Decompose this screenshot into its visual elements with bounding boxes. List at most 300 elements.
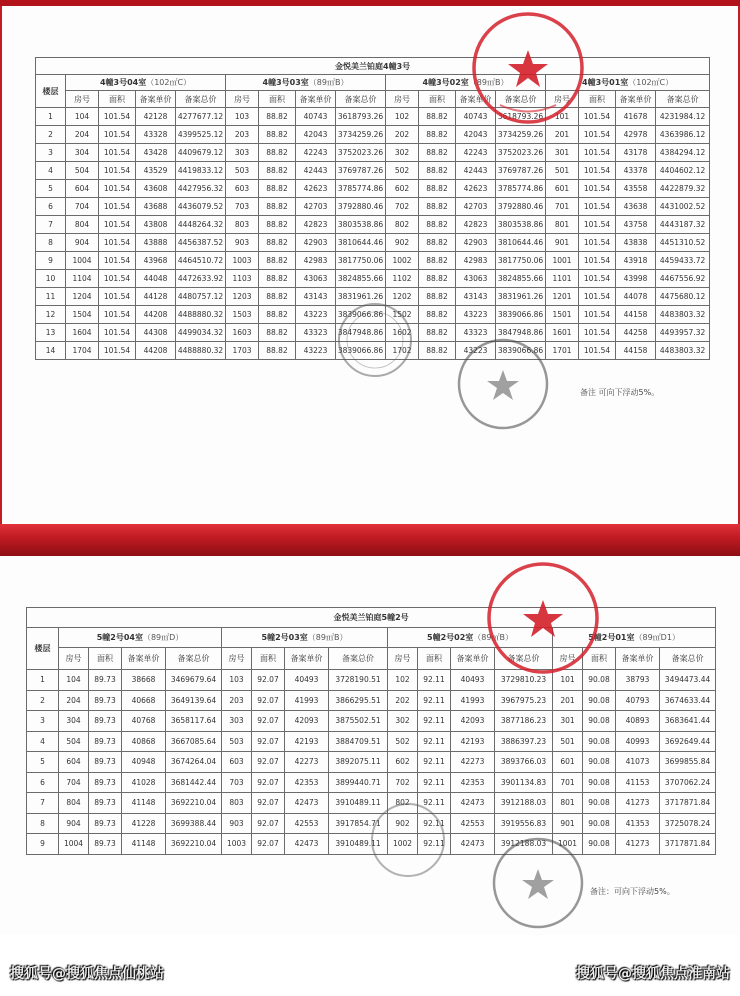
table-cell: 204 bbox=[66, 126, 99, 144]
table-cell: 42823 bbox=[456, 216, 496, 234]
floor-cell: 9 bbox=[36, 252, 66, 270]
table-cell: 1103 bbox=[226, 270, 259, 288]
table-cell: 89.73 bbox=[89, 711, 122, 732]
table-cell: 3817750.06 bbox=[336, 252, 386, 270]
table-cell: 42093 bbox=[451, 711, 495, 732]
table-cell: 3912188.03 bbox=[495, 793, 553, 814]
table-cell: 88.82 bbox=[259, 234, 296, 252]
table-cell: 103 bbox=[222, 670, 252, 691]
table-cell: 4488880.32 bbox=[176, 342, 226, 360]
unit-header bbox=[553, 628, 716, 648]
column-header: 房号 bbox=[222, 648, 252, 670]
table-cell: 3681442.44 bbox=[166, 772, 222, 793]
column-header: 面积 bbox=[419, 91, 456, 108]
table-cell: 302 bbox=[386, 144, 419, 162]
table-cell: 88.82 bbox=[419, 180, 456, 198]
column-header: 备案总价 bbox=[660, 648, 716, 670]
table-cell: 40793 bbox=[616, 690, 660, 711]
unit-header bbox=[226, 75, 386, 91]
table-row bbox=[36, 342, 710, 360]
table-cell: 1101 bbox=[546, 270, 579, 288]
table-cell: 101.54 bbox=[579, 180, 616, 198]
table-cell: 3899440.71 bbox=[329, 772, 388, 793]
table-cell: 88.82 bbox=[419, 270, 456, 288]
table-cell: 88.82 bbox=[259, 198, 296, 216]
table-row bbox=[36, 270, 710, 288]
table-cell: 1003 bbox=[226, 252, 259, 270]
table-cell: 201 bbox=[553, 690, 583, 711]
table-cell: 92.11 bbox=[418, 793, 451, 814]
table-cell: 3699388.44 bbox=[166, 813, 222, 834]
unit-name: 5幢2号02室 bbox=[427, 633, 474, 642]
table-cell: 803 bbox=[222, 793, 252, 814]
table-cell: 101.54 bbox=[579, 216, 616, 234]
table-cell: 101.54 bbox=[99, 126, 136, 144]
table-cell: 4472633.92 bbox=[176, 270, 226, 288]
column-header: 房号 bbox=[66, 91, 99, 108]
table-cell: 44308 bbox=[136, 324, 176, 342]
table-cell: 38668 bbox=[122, 670, 166, 691]
table-cell: 90.08 bbox=[583, 711, 616, 732]
table-row bbox=[36, 252, 710, 270]
table-cell: 44128 bbox=[136, 288, 176, 306]
price-table-building-4 bbox=[35, 57, 710, 360]
table-cell: 3817750.06 bbox=[496, 252, 546, 270]
table-cell: 88.82 bbox=[259, 162, 296, 180]
table-cell: 42443 bbox=[296, 162, 336, 180]
table-cell: 802 bbox=[388, 793, 418, 814]
table-row bbox=[27, 813, 716, 834]
table-cell: 43328 bbox=[136, 126, 176, 144]
table-cell: 202 bbox=[386, 126, 419, 144]
unit-header bbox=[388, 628, 553, 648]
table-cell: 42473 bbox=[451, 834, 495, 855]
table-cell: 3919556.83 bbox=[495, 813, 553, 834]
table-cell: 92.07 bbox=[252, 690, 285, 711]
table-cell: 43178 bbox=[616, 144, 656, 162]
table-cell: 501 bbox=[553, 731, 583, 752]
column-header: 房号 bbox=[553, 648, 583, 670]
table-cell: 3839066.86 bbox=[496, 342, 546, 360]
table-cell: 3792880.46 bbox=[336, 198, 386, 216]
table-cell: 902 bbox=[388, 813, 418, 834]
table-cell: 41148 bbox=[122, 834, 166, 855]
table-cell: 303 bbox=[222, 711, 252, 732]
table-cell: 101.54 bbox=[579, 324, 616, 342]
table-cell: 88.82 bbox=[259, 108, 296, 126]
table-cell: 501 bbox=[546, 162, 579, 180]
floor-cell: 8 bbox=[27, 813, 59, 834]
table-cell: 3831961.26 bbox=[336, 288, 386, 306]
column-header: 面积 bbox=[418, 648, 451, 670]
table-cell: 4409679.12 bbox=[176, 144, 226, 162]
table-cell: 43888 bbox=[136, 234, 176, 252]
table-cell: 42043 bbox=[296, 126, 336, 144]
table-cell: 3667085.64 bbox=[166, 731, 222, 752]
table-cell: 3886397.23 bbox=[495, 731, 553, 752]
floor-cell: 8 bbox=[36, 234, 66, 252]
table-cell: 40743 bbox=[296, 108, 336, 126]
table-cell: 302 bbox=[388, 711, 418, 732]
table-cell: 1503 bbox=[226, 306, 259, 324]
floor-cell: 11 bbox=[36, 288, 66, 306]
unit-area-note: （89㎡D） bbox=[142, 633, 184, 642]
table-cell: 3892075.11 bbox=[329, 752, 388, 773]
table-cell: 304 bbox=[66, 144, 99, 162]
table-cell: 101.54 bbox=[579, 198, 616, 216]
table-cell: 604 bbox=[59, 752, 89, 773]
table-cell: 42193 bbox=[451, 731, 495, 752]
table-row bbox=[36, 162, 710, 180]
table-cell: 89.73 bbox=[89, 834, 122, 855]
table-cell: 1002 bbox=[388, 834, 418, 855]
table-cell: 92.11 bbox=[418, 834, 451, 855]
table-cell: 3967975.23 bbox=[495, 690, 553, 711]
table-cell: 41993 bbox=[451, 690, 495, 711]
table-cell: 3728190.51 bbox=[329, 670, 388, 691]
column-header: 面积 bbox=[89, 648, 122, 670]
column-header: 备案总价 bbox=[166, 648, 222, 670]
table-cell: 4277677.12 bbox=[176, 108, 226, 126]
watermark-right: 搜狐号@搜狐焦点淮南站 bbox=[576, 966, 730, 982]
table-cell: 42473 bbox=[285, 834, 329, 855]
table-cell: 3658117.64 bbox=[166, 711, 222, 732]
table-cell: 90.08 bbox=[583, 752, 616, 773]
unit-header bbox=[546, 75, 710, 91]
table-cell: 43063 bbox=[296, 270, 336, 288]
table-cell: 503 bbox=[222, 731, 252, 752]
table-row bbox=[36, 216, 710, 234]
table-cell: 3803538.86 bbox=[496, 216, 546, 234]
unit-area-note: （89㎡D1） bbox=[634, 633, 680, 642]
table-cell: 3910489.11 bbox=[329, 793, 388, 814]
table-cell: 90.08 bbox=[583, 793, 616, 814]
table-cell: 43529 bbox=[136, 162, 176, 180]
table-cell: 503 bbox=[226, 162, 259, 180]
table-cell: 43223 bbox=[296, 342, 336, 360]
floor-cell: 4 bbox=[27, 731, 59, 752]
table-cell: 3866295.51 bbox=[329, 690, 388, 711]
table-cell: 104 bbox=[66, 108, 99, 126]
table-cell: 44078 bbox=[616, 288, 656, 306]
table-cell: 88.82 bbox=[259, 216, 296, 234]
table-cell: 88.82 bbox=[419, 288, 456, 306]
table-cell: 3649139.64 bbox=[166, 690, 222, 711]
table-row bbox=[27, 731, 716, 752]
table-cell: 1001 bbox=[553, 834, 583, 855]
table-cell: 104 bbox=[59, 670, 89, 691]
unit-area-note: （89㎡B） bbox=[308, 78, 349, 87]
table-cell: 1104 bbox=[66, 270, 99, 288]
table-cell: 42093 bbox=[285, 711, 329, 732]
table-cell: 89.73 bbox=[89, 813, 122, 834]
table-cell: 42243 bbox=[456, 144, 496, 162]
table-cell: 88.82 bbox=[419, 162, 456, 180]
table-cell: 804 bbox=[59, 793, 89, 814]
table-cell: 1502 bbox=[386, 306, 419, 324]
table-cell: 101.54 bbox=[99, 342, 136, 360]
table-cell: 4464510.72 bbox=[176, 252, 226, 270]
table-cell: 3734259.26 bbox=[336, 126, 386, 144]
table-cell: 3910489.11 bbox=[329, 834, 388, 855]
table-cell: 4480757.12 bbox=[176, 288, 226, 306]
table-cell: 902 bbox=[386, 234, 419, 252]
table-cell: 3824855.66 bbox=[496, 270, 546, 288]
table-cell: 3674633.44 bbox=[660, 690, 716, 711]
table-cell: 88.82 bbox=[419, 144, 456, 162]
unit-area-note: （102㎡C） bbox=[146, 78, 192, 87]
table-row bbox=[36, 126, 710, 144]
table-cell: 3810644.46 bbox=[336, 234, 386, 252]
table-cell: 602 bbox=[388, 752, 418, 773]
table-cell: 703 bbox=[222, 772, 252, 793]
table-cell: 42193 bbox=[285, 731, 329, 752]
table-cell: 3692210.04 bbox=[166, 834, 222, 855]
table-cell: 4467556.92 bbox=[656, 270, 710, 288]
table-cell: 43223 bbox=[456, 342, 496, 360]
table-cell: 88.82 bbox=[419, 252, 456, 270]
table-cell: 101.54 bbox=[99, 324, 136, 342]
floor-cell: 13 bbox=[36, 324, 66, 342]
table-cell: 101.54 bbox=[99, 162, 136, 180]
unit-area-note: （89㎡B） bbox=[473, 633, 513, 642]
table-cell: 44158 bbox=[616, 306, 656, 324]
table-cell: 40668 bbox=[122, 690, 166, 711]
floor-cell: 12 bbox=[36, 306, 66, 324]
table-cell: 43378 bbox=[616, 162, 656, 180]
column-header: 房号 bbox=[386, 91, 419, 108]
table-cell: 92.07 bbox=[252, 670, 285, 691]
table-cell: 801 bbox=[553, 793, 583, 814]
table-cell: 42273 bbox=[285, 752, 329, 773]
table-cell: 602 bbox=[386, 180, 419, 198]
table-cell: 43323 bbox=[456, 324, 496, 342]
floor-header: 楼层 bbox=[27, 628, 59, 670]
table-cell: 803 bbox=[226, 216, 259, 234]
table-cell: 1203 bbox=[226, 288, 259, 306]
table-row bbox=[36, 198, 710, 216]
table-cell: 3752023.26 bbox=[496, 144, 546, 162]
table-cell: 89.73 bbox=[89, 752, 122, 773]
table-cell: 3725078.24 bbox=[660, 813, 716, 834]
table-cell: 101.54 bbox=[99, 288, 136, 306]
table-cell: 903 bbox=[222, 813, 252, 834]
table-cell: 44208 bbox=[136, 306, 176, 324]
price-table-building-5 bbox=[26, 607, 716, 855]
table-cell: 101.54 bbox=[99, 216, 136, 234]
table-cell: 43998 bbox=[616, 270, 656, 288]
table-cell: 38793 bbox=[616, 670, 660, 691]
table-cell: 1601 bbox=[546, 324, 579, 342]
table-cell: 3683641.44 bbox=[660, 711, 716, 732]
table-cell: 40948 bbox=[122, 752, 166, 773]
table-cell: 88.82 bbox=[259, 180, 296, 198]
table-cell: 101.54 bbox=[579, 288, 616, 306]
floor-cell: 3 bbox=[36, 144, 66, 162]
table-cell: 42043 bbox=[456, 126, 496, 144]
table-cell: 41678 bbox=[616, 108, 656, 126]
table-cell: 42703 bbox=[296, 198, 336, 216]
table-cell: 3494473.44 bbox=[660, 670, 716, 691]
column-header: 备案总价 bbox=[176, 91, 226, 108]
table-cell: 502 bbox=[388, 731, 418, 752]
table-row bbox=[36, 234, 710, 252]
table-cell: 3839066.86 bbox=[496, 306, 546, 324]
table-cell: 41993 bbox=[285, 690, 329, 711]
table-cell: 88.82 bbox=[259, 288, 296, 306]
table-cell: 4419833.12 bbox=[176, 162, 226, 180]
column-header: 备案总价 bbox=[329, 648, 388, 670]
table-cell: 43608 bbox=[136, 180, 176, 198]
table-cell: 4431002.52 bbox=[656, 198, 710, 216]
table-cell: 4422879.32 bbox=[656, 180, 710, 198]
table-cell: 42553 bbox=[451, 813, 495, 834]
table-cell: 502 bbox=[386, 162, 419, 180]
column-header: 备案单价 bbox=[136, 91, 176, 108]
watermark-left: 搜狐号@搜狐焦点仙桃站 bbox=[10, 966, 164, 982]
table-cell: 43688 bbox=[136, 198, 176, 216]
table-cell: 901 bbox=[553, 813, 583, 834]
table-cell: 101.54 bbox=[579, 270, 616, 288]
floor-cell: 5 bbox=[36, 180, 66, 198]
table-cell: 4451310.52 bbox=[656, 234, 710, 252]
table-cell: 301 bbox=[546, 144, 579, 162]
table-cell: 40493 bbox=[451, 670, 495, 691]
table-cell: 90.08 bbox=[583, 813, 616, 834]
floor-cell: 3 bbox=[27, 711, 59, 732]
table-cell: 88.82 bbox=[419, 306, 456, 324]
table-cell: 43558 bbox=[616, 180, 656, 198]
table-cell: 42128 bbox=[136, 108, 176, 126]
column-header: 面积 bbox=[99, 91, 136, 108]
table-cell: 43918 bbox=[616, 252, 656, 270]
table-cell: 4456387.52 bbox=[176, 234, 226, 252]
table-cell: 504 bbox=[59, 731, 89, 752]
table-cell: 88.82 bbox=[419, 108, 456, 126]
table-cell: 90.08 bbox=[583, 690, 616, 711]
table-cell: 90.08 bbox=[583, 731, 616, 752]
table-cell: 1703 bbox=[226, 342, 259, 360]
table-cell: 40993 bbox=[616, 731, 660, 752]
table-row bbox=[27, 793, 716, 814]
table-cell: 101.54 bbox=[99, 180, 136, 198]
column-header: 房号 bbox=[59, 648, 89, 670]
table-cell: 1003 bbox=[222, 834, 252, 855]
table-cell: 90.08 bbox=[583, 670, 616, 691]
table-row bbox=[27, 670, 716, 691]
table-cell: 3785774.86 bbox=[336, 180, 386, 198]
table-cell: 3618793.26 bbox=[336, 108, 386, 126]
table-cell: 1504 bbox=[66, 306, 99, 324]
table-cell: 3803538.86 bbox=[336, 216, 386, 234]
table-cell: 102 bbox=[386, 108, 419, 126]
table-cell: 702 bbox=[386, 198, 419, 216]
table-cell: 43223 bbox=[296, 306, 336, 324]
table-cell: 202 bbox=[388, 690, 418, 711]
table-cell: 40893 bbox=[616, 711, 660, 732]
table-cell: 603 bbox=[226, 180, 259, 198]
unit-area-note: （89㎡B） bbox=[468, 78, 509, 87]
table-cell: 704 bbox=[59, 772, 89, 793]
table-cell: 4488880.32 bbox=[176, 306, 226, 324]
table-cell: 301 bbox=[553, 711, 583, 732]
table-cell: 42983 bbox=[456, 252, 496, 270]
column-header: 面积 bbox=[259, 91, 296, 108]
table-cell: 88.82 bbox=[419, 234, 456, 252]
table-cell: 3901134.83 bbox=[495, 772, 553, 793]
table-cell: 101.54 bbox=[99, 252, 136, 270]
table-cell: 41148 bbox=[122, 793, 166, 814]
table-cell: 4399525.12 bbox=[176, 126, 226, 144]
table-cell: 4459433.72 bbox=[656, 252, 710, 270]
table-cell: 88.82 bbox=[259, 252, 296, 270]
table-cell: 43063 bbox=[456, 270, 496, 288]
table-cell: 4363986.12 bbox=[656, 126, 710, 144]
table-cell: 1002 bbox=[386, 252, 419, 270]
table-cell: 601 bbox=[553, 752, 583, 773]
table-cell: 3839066.86 bbox=[336, 342, 386, 360]
table-row bbox=[36, 288, 710, 306]
table-cell: 904 bbox=[66, 234, 99, 252]
table-cell: 1201 bbox=[546, 288, 579, 306]
table-cell: 40868 bbox=[122, 731, 166, 752]
table-cell: 41073 bbox=[616, 752, 660, 773]
table-cell: 88.82 bbox=[419, 324, 456, 342]
table-cell: 102 bbox=[388, 670, 418, 691]
unit-name: 4幢3号03室 bbox=[262, 78, 309, 87]
table-title: 金悦美兰铂庭5幢2号 bbox=[27, 608, 716, 628]
unit-header bbox=[222, 628, 388, 648]
table-cell: 43808 bbox=[136, 216, 176, 234]
table-cell: 701 bbox=[553, 772, 583, 793]
table-cell: 42353 bbox=[285, 772, 329, 793]
unit-header bbox=[66, 75, 226, 91]
table-cell: 603 bbox=[222, 752, 252, 773]
unit-name: 5幢2号03室 bbox=[261, 633, 308, 642]
unit-area-note: （102㎡C） bbox=[628, 78, 674, 87]
table-cell: 43638 bbox=[616, 198, 656, 216]
table-cell: 92.07 bbox=[252, 813, 285, 834]
floor-cell: 7 bbox=[36, 216, 66, 234]
table-cell: 42983 bbox=[296, 252, 336, 270]
table-cell: 90.08 bbox=[583, 772, 616, 793]
table-cell: 3469679.64 bbox=[166, 670, 222, 691]
table-cell: 89.73 bbox=[89, 793, 122, 814]
table-cell: 3847948.86 bbox=[336, 324, 386, 342]
table-cell: 4493957.32 bbox=[656, 324, 710, 342]
table-cell: 4231984.12 bbox=[656, 108, 710, 126]
table-cell: 43968 bbox=[136, 252, 176, 270]
table-cell: 88.82 bbox=[419, 126, 456, 144]
table-cell: 42243 bbox=[296, 144, 336, 162]
table-cell: 3752023.26 bbox=[336, 144, 386, 162]
table-cell: 88.82 bbox=[259, 324, 296, 342]
table-row bbox=[27, 772, 716, 793]
table-cell: 92.11 bbox=[418, 813, 451, 834]
floor-cell: 14 bbox=[36, 342, 66, 360]
table-cell: 3847948.86 bbox=[496, 324, 546, 342]
table-cell: 3810644.46 bbox=[496, 234, 546, 252]
column-header: 备案单价 bbox=[456, 91, 496, 108]
table-cell: 43223 bbox=[456, 306, 496, 324]
table-cell: 1602 bbox=[386, 324, 419, 342]
unit-name: 4幢3号04室 bbox=[99, 78, 147, 87]
column-header: 备案单价 bbox=[451, 648, 495, 670]
table-cell: 88.82 bbox=[259, 144, 296, 162]
unit-area-note: （89㎡B） bbox=[307, 633, 348, 642]
table-cell: 3734259.26 bbox=[496, 126, 546, 144]
table-cell: 42443 bbox=[456, 162, 496, 180]
